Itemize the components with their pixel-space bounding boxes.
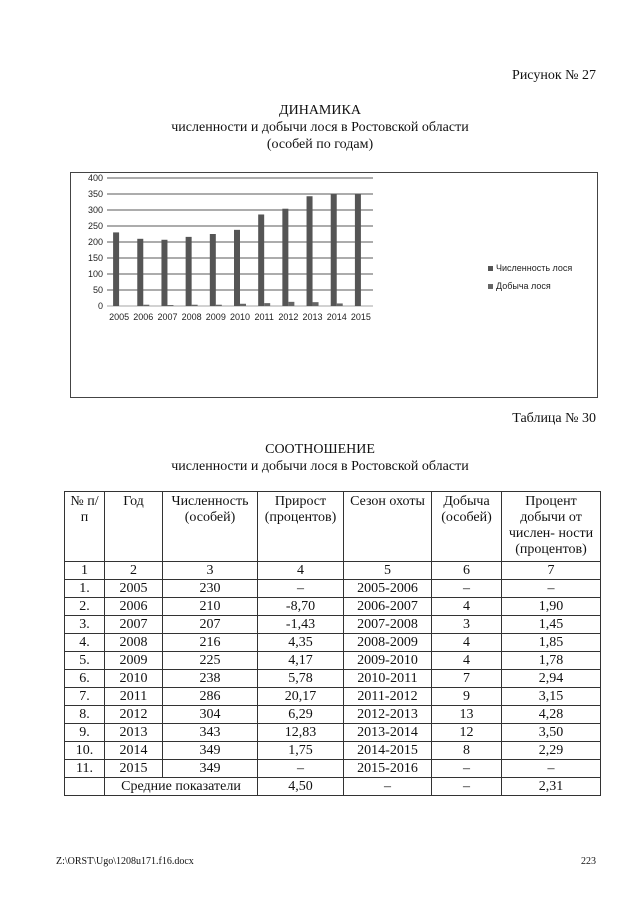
table-cell: 13: [432, 706, 502, 724]
table-cell: 4,17: [258, 652, 344, 670]
figure-label: Рисунок № 27: [512, 68, 596, 83]
table-cell: -1,43: [258, 616, 344, 634]
header-cell: Год: [105, 492, 163, 562]
y-tick-label: 400: [87, 173, 103, 183]
numbering-cell: 1: [65, 562, 105, 580]
legend-swatch: [488, 266, 493, 271]
legend-swatch: [488, 284, 493, 289]
y-tick-label: 0: [97, 301, 103, 311]
table-cell: 286: [163, 688, 258, 706]
table-row: [65, 670, 601, 688]
x-tick-label: 2007: [157, 312, 178, 322]
table-cell: 2006-2007: [344, 598, 432, 616]
summary-season: –: [344, 778, 432, 796]
summary-row: [65, 778, 601, 796]
x-tick-label: 2014: [326, 312, 347, 322]
table-cell: 20,17: [258, 688, 344, 706]
x-tick-label: 2006: [133, 312, 154, 322]
table-row: [65, 760, 601, 778]
table-cell: 2014: [105, 742, 163, 760]
table-cell: –: [502, 580, 601, 598]
footer-file-path: Z:\ORST\Ugo\1208u171.f16.docx: [56, 856, 194, 867]
table-cell: 6,29: [258, 706, 344, 724]
table-cell: 1,75: [258, 742, 344, 760]
table-cell: 2007: [105, 616, 163, 634]
table-cell: 2008-2009: [344, 634, 432, 652]
x-tick-label: 2015: [350, 312, 371, 322]
bar-population: [210, 234, 216, 306]
table-cell: 8: [432, 742, 502, 760]
bar-harvest: [143, 305, 149, 306]
summary-empty-cell: [65, 778, 105, 796]
numbering-row: [65, 562, 601, 580]
bar-harvest: [192, 305, 198, 306]
bar-population: [307, 196, 313, 306]
table-label: Таблица № 30: [512, 411, 596, 426]
table-cell: 5.: [65, 652, 105, 670]
summary-harvest: –: [432, 778, 502, 796]
table-cell: 6.: [65, 670, 105, 688]
table-cell: 2011: [105, 688, 163, 706]
table-cell: 2006: [105, 598, 163, 616]
legend-label: Численность лося: [496, 263, 573, 273]
bar-population: [137, 239, 143, 306]
chart-frame: [70, 172, 598, 398]
table-row: [65, 598, 601, 616]
table-cell: 210: [163, 598, 258, 616]
bar-harvest: [313, 302, 319, 306]
table-cell: –: [432, 580, 502, 598]
bar-population: [113, 232, 119, 306]
numbering-cell: 5: [344, 562, 432, 580]
table-cell: 1,78: [502, 652, 601, 670]
table-cell: 3.: [65, 616, 105, 634]
table-row: [65, 742, 601, 760]
table-cell: 2009: [105, 652, 163, 670]
bar-population: [282, 209, 288, 306]
table-cell: 2013: [105, 724, 163, 742]
summary-growth: 4,50: [258, 778, 344, 796]
table-cell: 2,94: [502, 670, 601, 688]
table-cell: 207: [163, 616, 258, 634]
numbering-cell: 7: [502, 562, 601, 580]
table-cell: 2007-2008: [344, 616, 432, 634]
chart-title: [0, 102, 640, 153]
table-cell: 238: [163, 670, 258, 688]
table-cell: 1,45: [502, 616, 601, 634]
table-row: [65, 688, 601, 706]
table-cell: –: [258, 760, 344, 778]
bar-harvest: [216, 305, 222, 306]
bar-harvest: [167, 305, 173, 306]
x-tick-label: 2005: [109, 312, 130, 322]
table-cell: 349: [163, 742, 258, 760]
chart-title-line3: (особей по годам): [266, 137, 374, 152]
table-cell: 3: [432, 616, 502, 634]
table-cell: 2011-2012: [344, 688, 432, 706]
bar-harvest: [240, 304, 246, 306]
header-cell: Прирост (процентов): [258, 492, 344, 562]
bar-harvest: [288, 302, 294, 306]
table-cell: 2015: [105, 760, 163, 778]
table-cell: 1,85: [502, 634, 601, 652]
table-cell: 5,78: [258, 670, 344, 688]
y-tick-label: 150: [87, 253, 103, 263]
table-row: [65, 652, 601, 670]
table-cell: 2.: [65, 598, 105, 616]
bar-population: [234, 230, 240, 306]
table-cell: 216: [163, 634, 258, 652]
legend-label: Добыча лося: [496, 281, 551, 291]
table-cell: 12: [432, 724, 502, 742]
table-cell: 2009-2010: [344, 652, 432, 670]
header-cell: Добыча (особей): [432, 492, 502, 562]
table-cell: 2015-2016: [344, 760, 432, 778]
table-cell: -8,70: [258, 598, 344, 616]
table-row: [65, 580, 601, 598]
table-cell: 2,29: [502, 742, 601, 760]
table-cell: 2012: [105, 706, 163, 724]
table-cell: –: [258, 580, 344, 598]
y-tick-label: 300: [87, 205, 103, 215]
chart-title-line1: ДИНАМИКА: [279, 103, 361, 118]
y-tick-label: 50: [92, 285, 103, 295]
table-cell: 11.: [65, 760, 105, 778]
summary-label: Средние показатели: [105, 778, 258, 796]
table-cell: 4,28: [502, 706, 601, 724]
numbering-cell: 2: [105, 562, 163, 580]
bar-harvest: [264, 303, 270, 306]
table-title-line2: численности и добычи лося в Ростовской области: [171, 459, 469, 474]
table-cell: 1,90: [502, 598, 601, 616]
table-title-line1: СООТНОШЕНИЕ: [265, 442, 375, 457]
table-cell: 2014-2015: [344, 742, 432, 760]
table-cell: 2005: [105, 580, 163, 598]
bar-harvest: [337, 303, 343, 306]
table-cell: 4,35: [258, 634, 344, 652]
x-tick-label: 2010: [229, 312, 251, 322]
footer-page-number: 223: [581, 856, 596, 867]
table-cell: 2010-2011: [344, 670, 432, 688]
y-tick-label: 250: [87, 221, 103, 231]
table-title: [0, 441, 640, 475]
y-tick-label: 100: [87, 269, 103, 279]
table-cell: 2005-2006: [344, 580, 432, 598]
bar-population: [186, 237, 192, 306]
table-cell: 2012-2013: [344, 706, 432, 724]
table-cell: 2013-2014: [344, 724, 432, 742]
table-cell: –: [432, 760, 502, 778]
table-cell: 9: [432, 688, 502, 706]
table-cell: 230: [163, 580, 258, 598]
numbering-cell: 6: [432, 562, 502, 580]
bar-population: [258, 214, 264, 306]
table-cell: 304: [163, 706, 258, 724]
table-row: [65, 706, 601, 724]
table-cell: 1.: [65, 580, 105, 598]
data-table: [64, 491, 601, 796]
table-cell: 7.: [65, 688, 105, 706]
bar-chart: [71, 173, 599, 399]
table-cell: 2008: [105, 634, 163, 652]
table-cell: 2010: [105, 670, 163, 688]
table-cell: 4: [432, 598, 502, 616]
summary-percent: 2,31: [502, 778, 601, 796]
x-tick-label: 2013: [302, 312, 323, 322]
y-tick-label: 350: [87, 189, 103, 199]
table-row: [65, 634, 601, 652]
table-cell: 225: [163, 652, 258, 670]
table-cell: 343: [163, 724, 258, 742]
header-cell: Сезон охоты: [344, 492, 432, 562]
numbering-cell: 3: [163, 562, 258, 580]
numbering-cell: 4: [258, 562, 344, 580]
header-row: [65, 492, 601, 562]
table-row: [65, 616, 601, 634]
bar-population: [331, 194, 337, 306]
table-cell: 3,15: [502, 688, 601, 706]
table-row: [65, 724, 601, 742]
bar-population: [161, 240, 167, 306]
table-cell: 4: [432, 652, 502, 670]
x-tick-label: 2012: [278, 312, 299, 322]
table-cell: 12,83: [258, 724, 344, 742]
y-tick-label: 200: [87, 237, 103, 247]
table-cell: 3,50: [502, 724, 601, 742]
table-cell: –: [502, 760, 601, 778]
bar-population: [355, 194, 361, 306]
table-cell: 10.: [65, 742, 105, 760]
x-tick-label: 2009: [205, 312, 226, 322]
table-cell: 7: [432, 670, 502, 688]
x-tick-label: 2011: [254, 312, 274, 322]
table-cell: 349: [163, 760, 258, 778]
table-cell: 8.: [65, 706, 105, 724]
header-cell: Процент добычи от числен- ности (процентов): [502, 492, 601, 562]
chart-title-line2: численности и добычи лося в Ростовской области: [171, 120, 469, 135]
header-cell: Численность (особей): [163, 492, 258, 562]
table-cell: 4: [432, 634, 502, 652]
x-tick-label: 2008: [181, 312, 202, 322]
table-cell: 9.: [65, 724, 105, 742]
header-cell: № п/п: [65, 492, 105, 562]
table-cell: 4.: [65, 634, 105, 652]
